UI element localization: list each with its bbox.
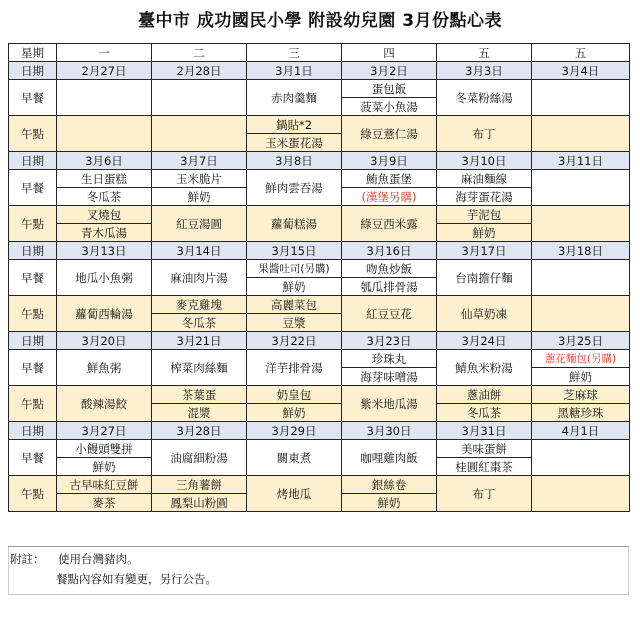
date-cell: 3月8日 (247, 152, 342, 170)
snack-row-week-1 (9, 116, 630, 134)
menu-cell: 珍珠丸 (342, 350, 437, 368)
menu-cell-note: 蔥花麵包(另購) (532, 350, 630, 368)
weekday-fri-2: 五 (532, 44, 630, 62)
breakfast-row-week-3 (9, 260, 630, 278)
breakfast-row-week-4 (9, 350, 630, 368)
menu-cell: 銀絲卷 (342, 476, 437, 494)
date-cell: 3月31日 (437, 422, 532, 440)
note-text-1: 使用台灣豬肉。 (58, 552, 139, 566)
date-row-week-3 (9, 242, 630, 260)
menu-cell: 蔥油餅 (437, 386, 532, 404)
weekday-wed: 三 (247, 44, 342, 62)
menu-cell: 榨菜肉絲麵 (152, 350, 247, 386)
date-cell: 3月11日 (532, 152, 630, 170)
menu-cell-note: (漢堡另購) (342, 188, 437, 206)
menu-cell: 鮮奶 (247, 278, 342, 296)
date-label: 日期 (9, 422, 57, 440)
menu-cell: 瓠瓜排骨湯 (342, 278, 437, 296)
menu-cell: 三角薯餅 (152, 476, 247, 494)
notes-label: 附註： (10, 552, 45, 566)
menu-cell: 冬瓜茶 (57, 188, 152, 206)
date-cell: 3月3日 (437, 62, 532, 80)
date-cell: 3月10日 (437, 152, 532, 170)
date-label: 日期 (9, 62, 57, 80)
date-cell: 3月4日 (532, 62, 630, 80)
breakfast-label: 早餐 (9, 80, 57, 116)
menu-cell: 叉燒包 (57, 206, 152, 224)
menu-cell: 鮮奶 (57, 458, 152, 476)
menu-cell: 豆漿 (247, 314, 342, 332)
menu-cell: 芋泥包 (437, 206, 532, 224)
snack-row-week-2 (9, 206, 630, 224)
weekday-tue: 二 (152, 44, 247, 62)
breakfast-label: 早餐 (9, 440, 57, 476)
date-cell: 3月24日 (437, 332, 532, 350)
menu-cell (532, 206, 630, 242)
menu-cell: 仙草奶凍 (437, 296, 532, 332)
date-cell: 3月17日 (437, 242, 532, 260)
menu-cell: 桂圓紅棗茶 (437, 458, 532, 476)
date-cell: 3月21日 (152, 332, 247, 350)
menu-cell: 古早味紅豆餅 (57, 476, 152, 494)
note-text-2: 餐點內容如有變更，另行公告。 (56, 572, 217, 586)
menu-cell: 芝麻球 (532, 386, 630, 404)
menu-cell: 高麗菜包 (247, 296, 342, 314)
menu-cell: 赤肉羹麵 (247, 80, 342, 116)
menu-cell: 果醬吐司(另購) (247, 260, 342, 278)
menu-cell (532, 476, 630, 512)
notes (8, 549, 629, 589)
date-cell: 3月9日 (342, 152, 437, 170)
menu-cell (532, 260, 630, 296)
menu-cell: 鮮肉雲吞湯 (247, 170, 342, 206)
menu-cell: 蘿蔔糕湯 (247, 206, 342, 242)
menu-cell: 鮪魚蛋堡 (342, 170, 437, 188)
menu-cell: 玉米脆片 (152, 170, 247, 188)
menu-cell: 海芽味噌湯 (342, 368, 437, 386)
menu-cell: 地瓜小魚粥 (57, 260, 152, 296)
date-cell: 3月18日 (532, 242, 630, 260)
menu-cell: 麻油麵線 (437, 170, 532, 188)
menu-cell (57, 80, 152, 116)
menu-cell (532, 170, 630, 206)
page-title: 臺中市 成功國民小學 附設幼兒園 3月份點心表 (137, 11, 503, 31)
date-cell: 2月27日 (57, 62, 152, 80)
menu-cell: 綠豆西米露 (342, 206, 437, 242)
menu-cell: 酸辣湯餃 (57, 386, 152, 422)
menu-cell: 蘿蔔西輪湯 (57, 296, 152, 332)
menu-cell: 玉米蛋花湯 (247, 134, 342, 152)
menu-cell: 美味蛋餅 (437, 440, 532, 458)
menu-cell: 洋芋排骨湯 (247, 350, 342, 386)
menu-cell: 布丁 (437, 116, 532, 152)
breakfast-label: 早餐 (9, 350, 57, 386)
weekday-label: 星期 (9, 44, 57, 62)
snack-label: 午點 (9, 476, 57, 512)
menu-cell (532, 116, 630, 152)
breakfast-label: 早餐 (9, 170, 57, 206)
weekday-fri: 五 (437, 44, 532, 62)
date-cell: 3月1日 (247, 62, 342, 80)
menu-cell: 冬瓜茶 (437, 404, 532, 422)
menu-cell: 紫米地瓜湯 (342, 386, 437, 422)
menu-cell: 菠菜小魚湯 (342, 98, 437, 116)
menu-cell: 麻油肉片湯 (152, 260, 247, 296)
weekday-header-row (9, 44, 630, 62)
menu-cell: 海芽蛋花湯 (437, 188, 532, 206)
snack-row-week-4 (9, 386, 630, 404)
date-cell: 3月14日 (152, 242, 247, 260)
snack-row-week-5 (9, 476, 630, 494)
menu-cell: 鳳梨山粉圓 (152, 494, 247, 512)
date-cell: 3月2日 (342, 62, 437, 80)
snack-row-week-3 (9, 296, 630, 314)
date-row-week-1 (9, 62, 630, 80)
menu-cell: 紅豆豆花 (342, 296, 437, 332)
note-line-1 (8, 549, 629, 569)
menu-cell (152, 80, 247, 116)
menu-table (8, 43, 630, 512)
menu-cell (532, 80, 630, 116)
date-cell: 4月1日 (532, 422, 630, 440)
menu-cell: 鮮奶 (437, 224, 532, 242)
note-line-2 (8, 569, 629, 589)
date-cell: 2月28日 (152, 62, 247, 80)
date-cell: 3月28日 (152, 422, 247, 440)
menu-cell (152, 116, 247, 152)
breakfast-row-week-5 (9, 440, 630, 458)
weekday-thu: 四 (342, 44, 437, 62)
menu-cell: 油腐細粉湯 (152, 440, 247, 476)
menu-cell: 鮮奶 (342, 494, 437, 512)
snack-label: 午點 (9, 386, 57, 422)
menu-cell: 鍋貼*2 (247, 116, 342, 134)
menu-cell: 烤地瓜 (247, 476, 342, 512)
breakfast-row-week-2 (9, 170, 630, 188)
date-cell: 3月6日 (57, 152, 152, 170)
date-row-week-5 (9, 422, 630, 440)
menu-cell: 混漿 (152, 404, 247, 422)
date-cell: 3月15日 (247, 242, 342, 260)
menu-cell: 鮮奶 (152, 188, 247, 206)
menu-cell: 綠豆薏仁湯 (342, 116, 437, 152)
menu-cell: 青木瓜湯 (57, 224, 152, 242)
menu-cell (532, 296, 630, 332)
menu-cell: 生日蛋糕 (57, 170, 152, 188)
date-cell: 3月30日 (342, 422, 437, 440)
date-cell: 3月23日 (342, 332, 437, 350)
menu-cell: 關東煮 (247, 440, 342, 476)
date-row-week-2 (9, 152, 630, 170)
menu-cell: 蛋包飯 (342, 80, 437, 98)
menu-cell: 茶葉蛋 (152, 386, 247, 404)
menu-cell: 鮮奶 (532, 368, 630, 386)
menu-cell: 布丁 (437, 476, 532, 512)
menu-cell: 台南擔仔麵 (437, 260, 532, 296)
date-label: 日期 (9, 152, 57, 170)
breakfast-row-week-1 (9, 80, 630, 98)
date-cell: 3月27日 (57, 422, 152, 440)
menu-cell: 麥茶 (57, 494, 152, 512)
menu-cell (57, 116, 152, 152)
menu-cell: 冬菜粉絲湯 (437, 80, 532, 116)
date-cell: 3月20日 (57, 332, 152, 350)
date-cell: 3月22日 (247, 332, 342, 350)
date-row-week-4 (9, 332, 630, 350)
date-cell: 3月7日 (152, 152, 247, 170)
breakfast-label: 早餐 (9, 260, 57, 296)
date-cell: 3月13日 (57, 242, 152, 260)
snack-label: 午點 (9, 116, 57, 152)
menu-cell: 麥克雞塊 (152, 296, 247, 314)
menu-cell: 鯖魚米粉湯 (437, 350, 532, 386)
menu-cell: 紅豆湯圓 (152, 206, 247, 242)
date-label: 日期 (9, 242, 57, 260)
menu-cell (532, 440, 630, 476)
menu-cell: 小饅頭雙拼 (57, 440, 152, 458)
weekday-mon: 一 (57, 44, 152, 62)
menu-cell: 吻魚炒飯 (342, 260, 437, 278)
menu-cell: 奶皇包 (247, 386, 342, 404)
menu-cell: 鮮奶 (247, 404, 342, 422)
menu-cell: 黑糖珍珠 (532, 404, 630, 422)
snack-label: 午點 (9, 296, 57, 332)
menu-cell: 咖哩雞肉飯 (342, 440, 437, 476)
snack-label: 午點 (9, 206, 57, 242)
menu-cell: 冬瓜茶 (152, 314, 247, 332)
date-cell: 3月29日 (247, 422, 342, 440)
date-cell: 3月16日 (342, 242, 437, 260)
date-cell: 3月25日 (532, 332, 630, 350)
date-label: 日期 (9, 332, 57, 350)
menu-cell: 鮮魚粥 (57, 350, 152, 386)
